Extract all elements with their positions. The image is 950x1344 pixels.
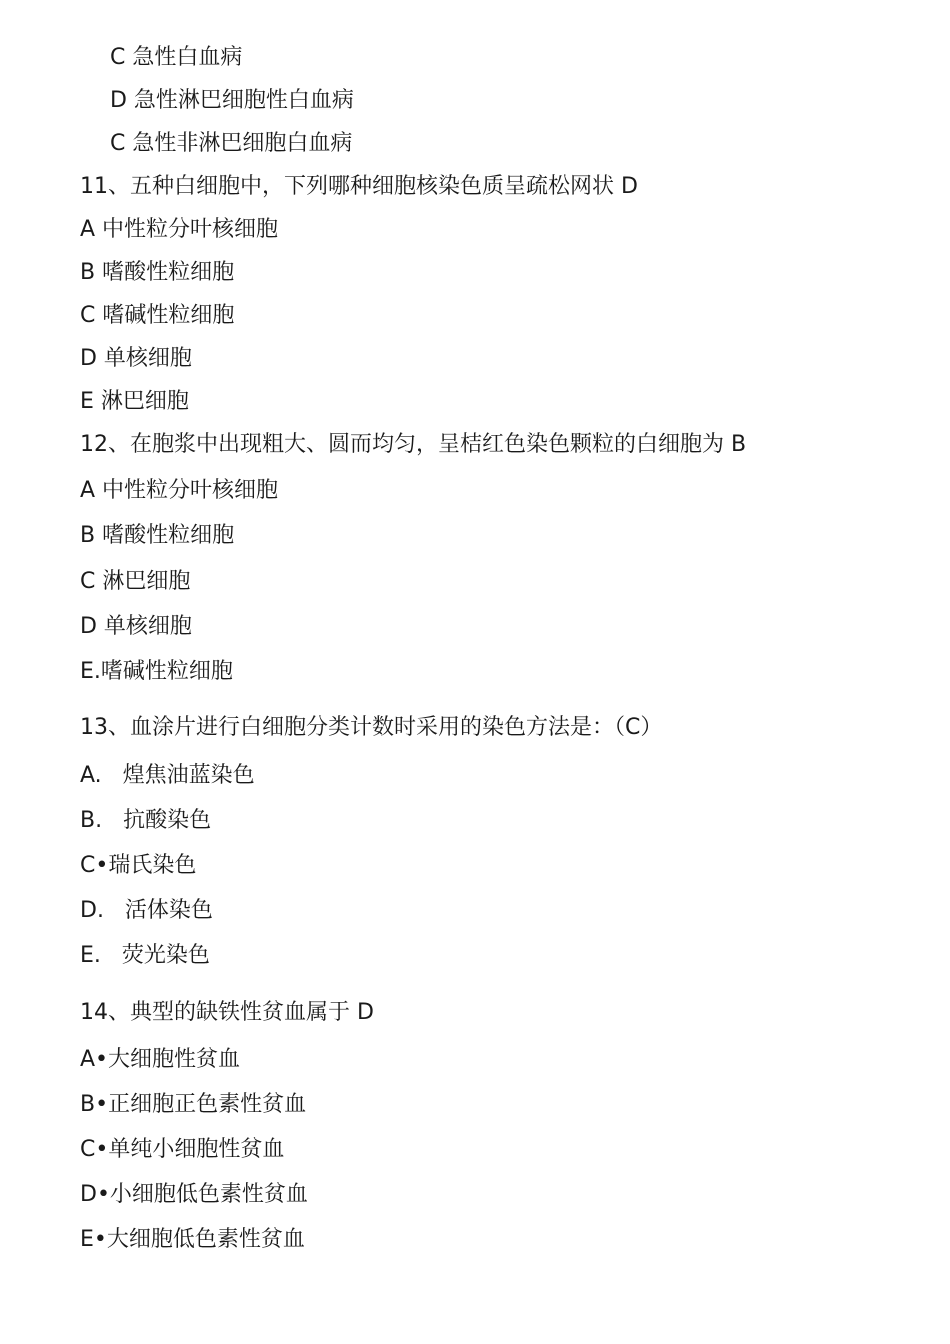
q10-option-d: D 急性淋巴细胞性白血病 [110, 88, 354, 113]
q13-option-a: A. 煌焦油蓝染色 [80, 763, 255, 788]
q10-option-c2: C 急性非淋巴细胞白血病 [110, 131, 353, 156]
q14-option-e: E•大细胞低色素性贫血 [80, 1227, 305, 1252]
question-14: 14、典型的缺铁性贫血属于 D [80, 1000, 374, 1025]
q11-option-a: A 中性粒分叶核细胞 [80, 217, 279, 242]
question-12: 12、在胞浆中出现粗大、圆而均匀，呈桔红色染色颗粒的白细胞为 B [80, 432, 747, 457]
q13-option-c: C•瑞氏染色 [80, 853, 197, 878]
q12-option-e: E.嗜碱性粒细胞 [80, 659, 233, 684]
q11-option-b: B 嗜酸性粒细胞 [80, 260, 235, 285]
q12-option-a: A 中性粒分叶核细胞 [80, 478, 279, 503]
q14-option-a: A•大细胞性贫血 [80, 1047, 241, 1072]
q11-option-c: C 嗜碱性粒细胞 [80, 303, 235, 328]
q11-option-e: E 淋巴细胞 [80, 389, 189, 414]
q14-option-d: D•小细胞低色素性贫血 [80, 1182, 308, 1207]
question-11: 11、五种白细胞中，下列哪种细胞核染色质呈疏松网状 D [80, 174, 638, 199]
q12-option-b: B 嗜酸性粒细胞 [80, 523, 235, 548]
q10-option-c: C 急性白血病 [110, 45, 243, 70]
q13-option-e: E. 荧光染色 [80, 943, 210, 968]
q13-option-b: B. 抗酸染色 [80, 808, 212, 833]
q14-option-b: B•正细胞正色素性贫血 [80, 1092, 307, 1117]
q12-option-d: D 单核细胞 [80, 614, 192, 639]
q12-option-c: C 淋巴细胞 [80, 569, 191, 594]
q14-option-c: C•单纯小细胞性贫血 [80, 1137, 285, 1162]
question-13: 13、血涂片进行白细胞分类计数时采用的染色方法是：（C） [80, 715, 663, 740]
q13-option-d: D. 活体染色 [80, 898, 213, 923]
q11-option-d: D 单核细胞 [80, 346, 192, 371]
